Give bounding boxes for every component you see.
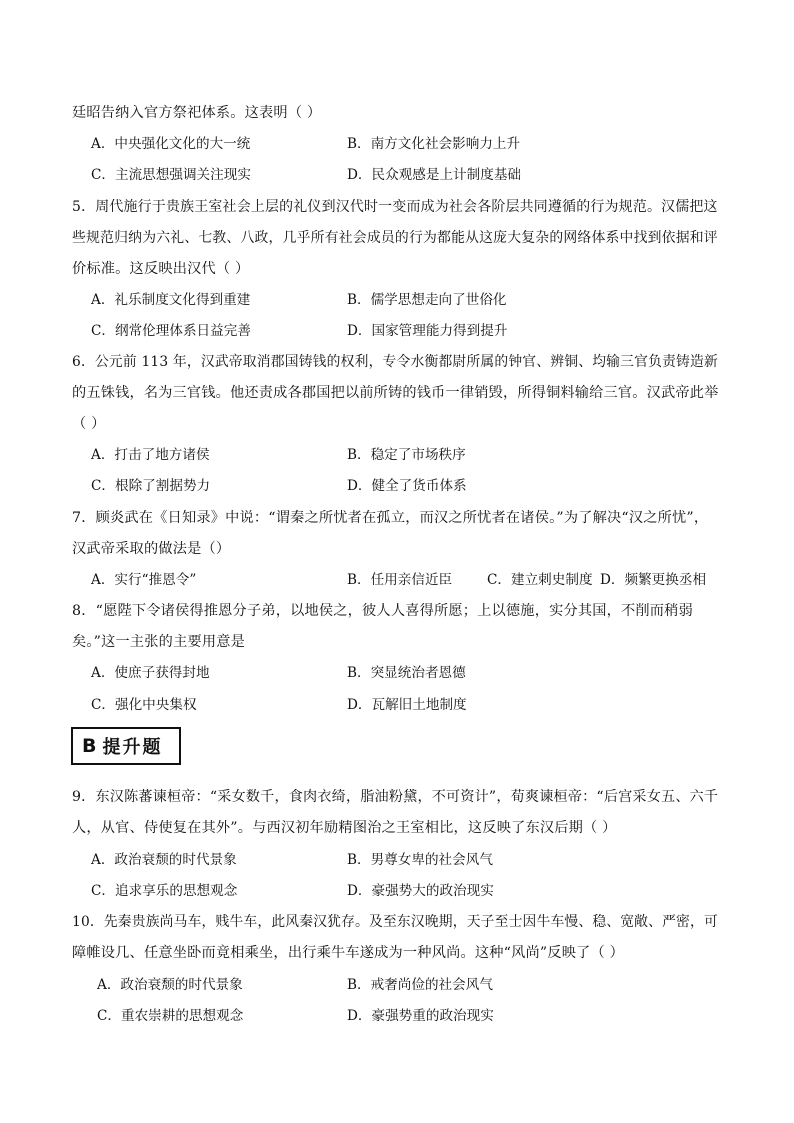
q6-option-c[interactable]: C．根除了割据势力 <box>91 478 211 494</box>
q9-stem-line-1: 9．东汉陈蕃谏桓帝：“采女数千，食肉衣绮，脂油粉黛，不可资计”，荀爽谏桓帝：“后宫采女五、六千 <box>72 789 719 805</box>
q9-option-b[interactable]: B．男尊女卑的社会风气 <box>347 852 493 868</box>
q4-option-d[interactable]: D．民众观感是上计制度基础 <box>347 167 522 183</box>
q9-option-c[interactable]: C．追求享乐的思想观念 <box>91 883 238 899</box>
q4-option-a[interactable]: A．中央强化文化的大一统 <box>91 136 251 152</box>
q5-stem-line-3: 价标准。这反映出汉代（ ） <box>72 261 250 277</box>
q7-option-a[interactable]: A．实行“推恩令” <box>91 572 197 588</box>
q6-option-a[interactable]: A．打击了地方诸侯 <box>91 447 210 463</box>
q8-stem-line-1: 8．“愿陛下令诸侯得推恩分子弟，以地侯之，彼人人喜得所愿；上以德施，实分其国，不削而稍弱 <box>72 603 693 619</box>
q9-option-a[interactable]: A．政治衰颓的时代景象 <box>91 852 237 868</box>
q4-stem-tail: 廷昭告纳入官方祭祀体系。这表明（ ） <box>72 105 322 121</box>
q4-option-c[interactable]: C．主流思想强调关注现实 <box>91 167 251 183</box>
q7-stem-line-1: 7．顾炎武在《日知录》中说：“谓秦之所忧者在孤立，而汉之所忧者在诸侯。”为了解决“汉之所忧”， <box>72 510 709 526</box>
q5-option-a[interactable]: A．礼乐制度文化得到重建 <box>91 292 251 308</box>
q10-option-b[interactable]: B．戒奢尚俭的社会风气 <box>347 977 493 993</box>
section-letter: B <box>82 735 97 757</box>
q10-stem-line-1: 10．先秦贵族尚马车，贱牛车，此风秦汉犹存。及至东汉晚期，天子至士因牛车慢、稳、宽敞、严密，可 <box>72 914 718 930</box>
q5-stem-line-2: 些规范归纳为六礼、七教、八政，几乎所有社会成员的行为都能从这庞大复杂的网络体系中找到依据和评 <box>72 230 718 246</box>
q10-option-a[interactable]: A．政治衰颓的时代景象 <box>97 977 243 993</box>
q10-option-c[interactable]: C．重农崇耕的思想观念 <box>97 1008 244 1024</box>
q10-option-d[interactable]: D．豪强势重的政治现实 <box>347 1008 494 1024</box>
q5-option-b[interactable]: B．儒学思想走向了世俗化 <box>347 292 507 308</box>
q6-stem-line-1: 6．公元前 113 年，汉武帝取消郡国铸钱的权利，专令水衡都尉所属的钟官、辨铜、均输三官负责铸造新 <box>72 354 718 370</box>
q6-option-b[interactable]: B．稳定了市场秩序 <box>347 447 466 463</box>
section-header-b <box>71 727 181 765</box>
q8-option-a[interactable]: A．使庶子获得封地 <box>91 665 210 681</box>
q8-option-d[interactable]: D．瓦解旧土地制度 <box>347 697 467 713</box>
q7-stem-line-2: 汉武帝采取的做法是（） <box>72 541 231 557</box>
q5-option-c[interactable]: C．纲常伦理体系日益完善 <box>91 323 251 339</box>
q10-stem-line-2: 障帷设几、任意坐卧而竟相乘坐，出行乘牛车遂成为一种风尚。这种“风尚”反映了（ ） <box>72 945 624 961</box>
q9-stem-line-2: 人，从官、侍使复在其外”。与西汉初年励精图治之王室相比，这反映了东汉后期（ ） <box>72 820 617 836</box>
q7-option-b[interactable]: B．任用亲信近臣 <box>347 572 453 588</box>
q6-stem-line-3: （ ） <box>72 416 106 432</box>
q7-option-d[interactable]: D．频繁更换丞相 <box>600 572 707 588</box>
q4-option-b[interactable]: B．南方文化社会影响力上升 <box>347 136 521 152</box>
q5-stem-line-1: 5．周代施行于贵族王室社会上层的礼仪到汉代时一变而成为社会各阶层共同遵循的行为规范。汉儒把这 <box>72 199 718 215</box>
q8-option-c[interactable]: C．强化中央集权 <box>91 697 197 713</box>
q9-option-d[interactable]: D．豪强势大的政治现实 <box>347 883 494 899</box>
q6-stem-line-2: 的五铢钱，名为三官钱。他还责成各郡国把以前所铸的钱币一律销毁，所得铜料输给三官。汉武帝此举 <box>72 385 719 401</box>
q5-option-d[interactable]: D．国家管理能力得到提升 <box>347 323 508 339</box>
q7-option-c[interactable]: C．建立刺史制度 <box>487 572 593 588</box>
q8-stem-line-2: 矣。”这一主张的主要用意是 <box>72 634 246 650</box>
q8-option-b[interactable]: B．突显统治者恩德 <box>347 665 466 681</box>
section-title: 提升题 <box>102 737 163 758</box>
q6-option-d[interactable]: D．健全了货币体系 <box>347 478 467 494</box>
